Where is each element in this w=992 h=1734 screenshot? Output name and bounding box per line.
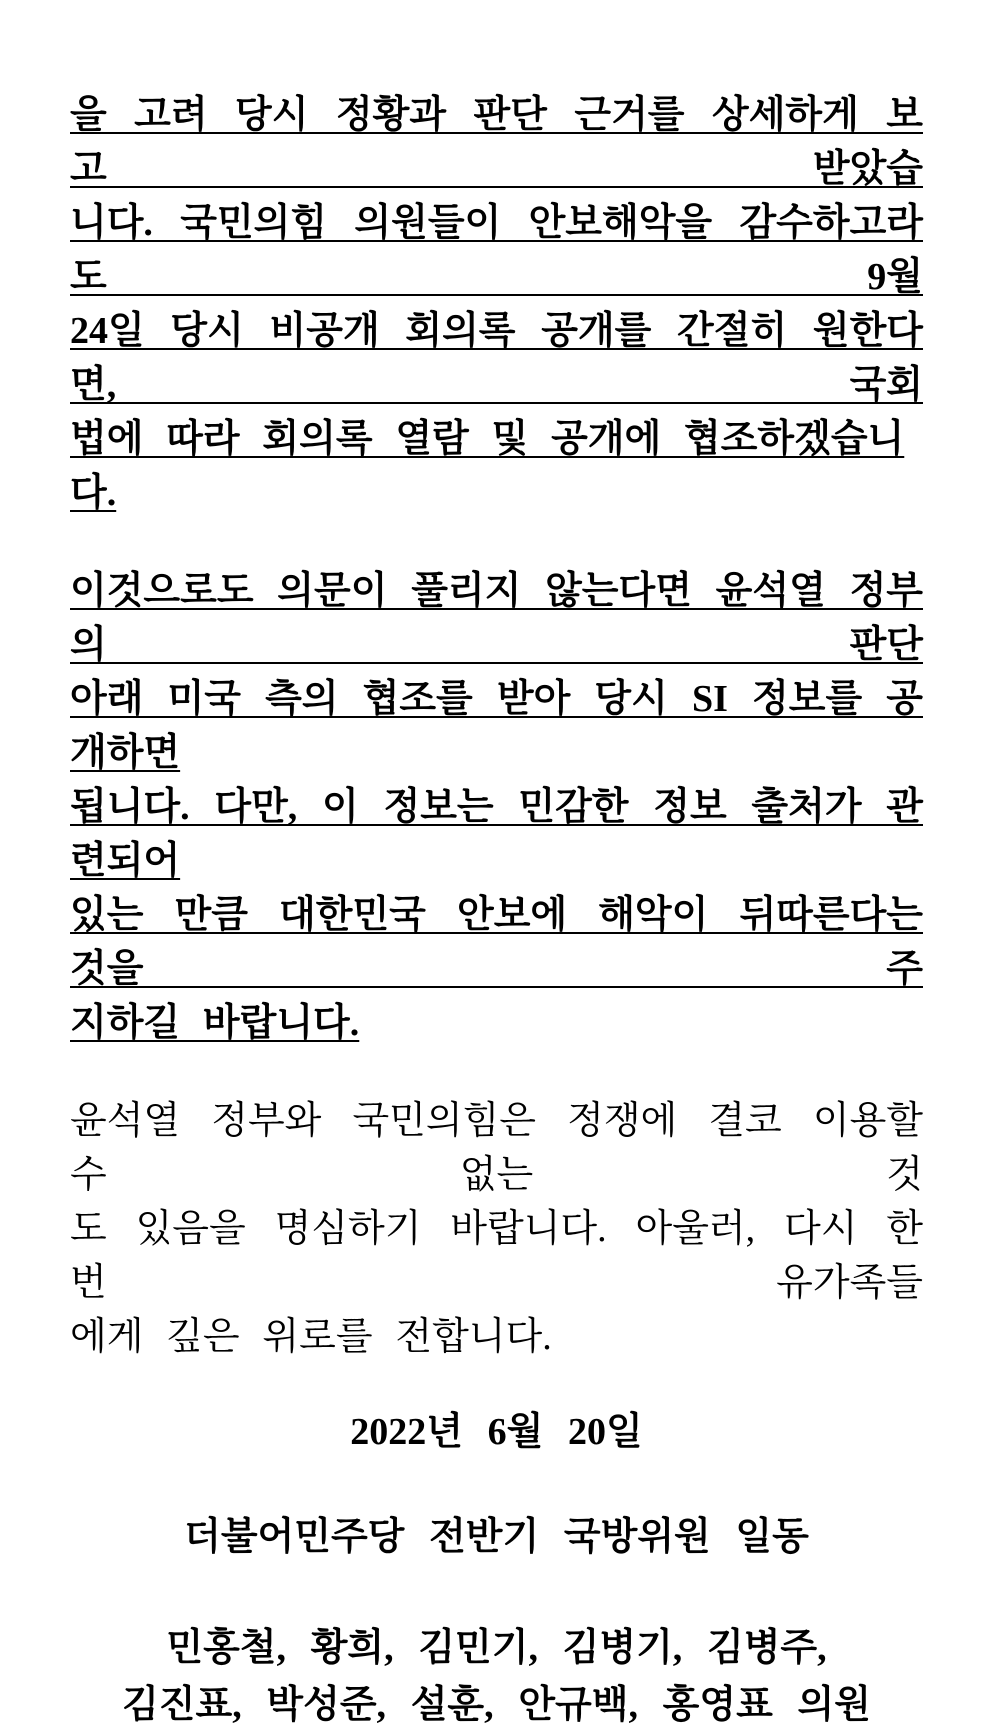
paragraph-2-line-3: 됩니다. 다만, 이 정보는 민감한 정보 출처가 관련되어 <box>70 786 923 882</box>
paragraph-3-line-2: 도 있음을 명심하기 바랍니다. 아울러, 다시 한번 유가족들 <box>70 1208 923 1304</box>
names-block <box>70 1620 923 1734</box>
paragraph-3-line-3: 에게 깊은 위로를 전합니다. <box>70 1316 552 1358</box>
names-line-1: 민홍철, 황희, 김민기, 김병기, 김병주, <box>166 1627 827 1669</box>
paragraph-1-line-3: 24일 당시 비공개 회의록 공개를 간절히 원한다면, 국회 <box>70 310 923 406</box>
paragraph-1-line-2: 니다. 국민의힘 의원들이 안보해악을 감수하고라도 9월 <box>70 202 923 298</box>
paragraph-3-line-1: 윤석열 정부와 국민의힘은 정쟁에 결코 이용할 수 없는 것 <box>70 1100 923 1196</box>
date-line: 2022년 6월 20일 <box>350 1411 643 1453</box>
paragraph-1-line-1: 을 고려 당시 정황과 판단 근거를 상세하게 보고 받았습 <box>70 94 923 190</box>
paragraph-2-line-5: 지하길 바랍니다. <box>70 1002 360 1044</box>
paragraph-2-line-4: 있는 만큼 대한민국 안보에 해악이 뒤따른다는 것을 주 <box>70 894 923 990</box>
paragraph-1-line-4: 법에 따라 회의록 열람 및 공개에 협조하겠습니다. <box>70 418 905 514</box>
paragraph-2-line-1: 이것으로도 의문이 풀리지 않는다면 윤석열 정부의 판단 <box>70 570 923 666</box>
signature-line: 더불어민주당 전반기 국방위원 일동 <box>184 1516 809 1558</box>
paragraph-1 <box>70 88 923 520</box>
paragraph-2-line-2: 아래 미국 측의 협조를 받아 당시 SI 정보를 공개하면 <box>70 678 923 774</box>
names-line-2: 김진표, 박성준, 설훈, 안규백, 홍영표 의원 <box>122 1684 871 1726</box>
paragraph-3 <box>70 1094 923 1364</box>
paragraph-2 <box>70 564 923 1050</box>
